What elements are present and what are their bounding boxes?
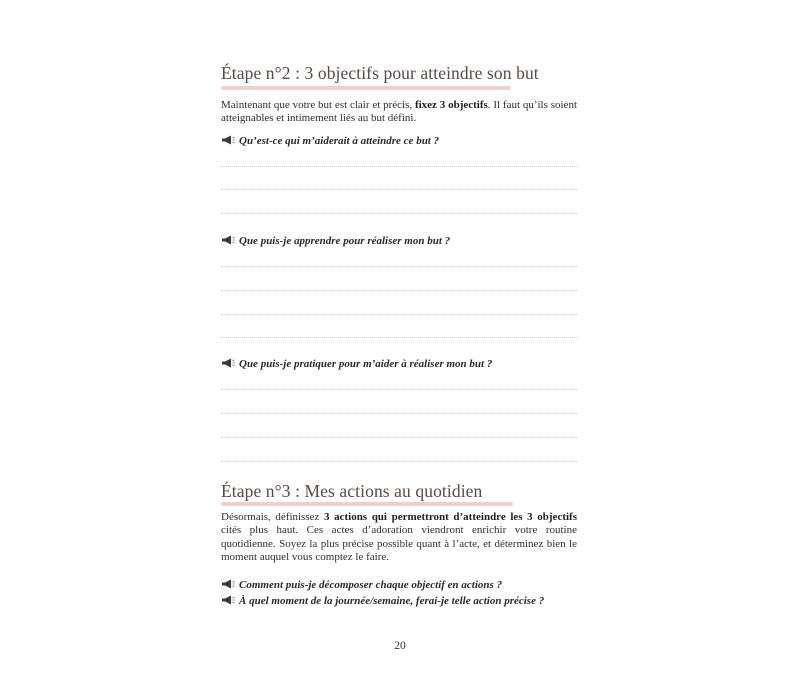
step3-intro-text-end: cités plus haut. Ces actes d’adoration viendront enrichir votre routine quotidienne. Soyez la plus précise possible quant à l’acte, et déterminez bien le moment auquel vous comptez le faire.: [221, 524, 577, 564]
step3-question-1-text: Comment puis-je décomposer chaque objectif en actions ?: [239, 579, 503, 591]
megaphone-icon: [221, 579, 235, 589]
answer-line[interactable]: [221, 266, 577, 267]
step3-intro-text: Désormais, définissez: [221, 511, 324, 523]
step3-question-2: [221, 594, 577, 608]
step3-intro: [221, 511, 577, 565]
step2-question-3-text: Que puis-je pratiquer pour m’aider à réaliser mon but ?: [239, 358, 493, 370]
megaphone-icon: [221, 135, 235, 145]
step3-heading-underline: [221, 502, 513, 506]
step2-intro: [221, 99, 577, 126]
answer-line[interactable]: [221, 314, 577, 315]
step2-intro-bold: fixez 3 objectifs: [414, 99, 488, 111]
answer-line[interactable]: [221, 461, 577, 462]
step2-question-2: [221, 234, 577, 248]
step2-question-3: [221, 357, 577, 371]
step3-question-1: [221, 578, 577, 592]
step2-intro-text-end: . Il faut qu’ils soient atteignables et intimement liés au but défini.: [221, 99, 577, 125]
answer-line[interactable]: [221, 290, 577, 291]
megaphone-icon: [221, 235, 235, 245]
answer-line[interactable]: [221, 337, 577, 338]
answer-line[interactable]: [221, 189, 577, 190]
answer-line[interactable]: [221, 166, 577, 167]
answer-line[interactable]: [221, 437, 577, 438]
page-number: 20: [394, 640, 406, 652]
answer-line[interactable]: [221, 213, 577, 214]
step2-heading: Étape n°2 : 3 objectifs pour atteindre son but: [221, 63, 539, 83]
answer-line[interactable]: [221, 389, 577, 390]
megaphone-icon: [221, 358, 235, 368]
answer-line[interactable]: [221, 413, 577, 414]
step3-intro-bold: 3 actions qui permettront d’atteindre les 3 objectifs: [323, 511, 577, 523]
megaphone-icon: [221, 595, 235, 605]
step3-heading: Étape n°3 : Mes actions au quotidien: [221, 481, 483, 501]
step2-heading-underline: [221, 86, 511, 90]
step2-question-1-text: Qu’est-ce qui m’aiderait à atteindre ce but ?: [239, 135, 440, 147]
step2-question-2-text: Que puis-je apprendre pour réaliser mon but ?: [239, 235, 451, 247]
step2-question-1: [221, 134, 577, 148]
step2-intro-text: Maintenant que votre but est clair et précis,: [221, 99, 415, 111]
step3-question-2-text: À quel moment de la journée/semaine, ferai-je telle action précise ?: [239, 595, 545, 607]
